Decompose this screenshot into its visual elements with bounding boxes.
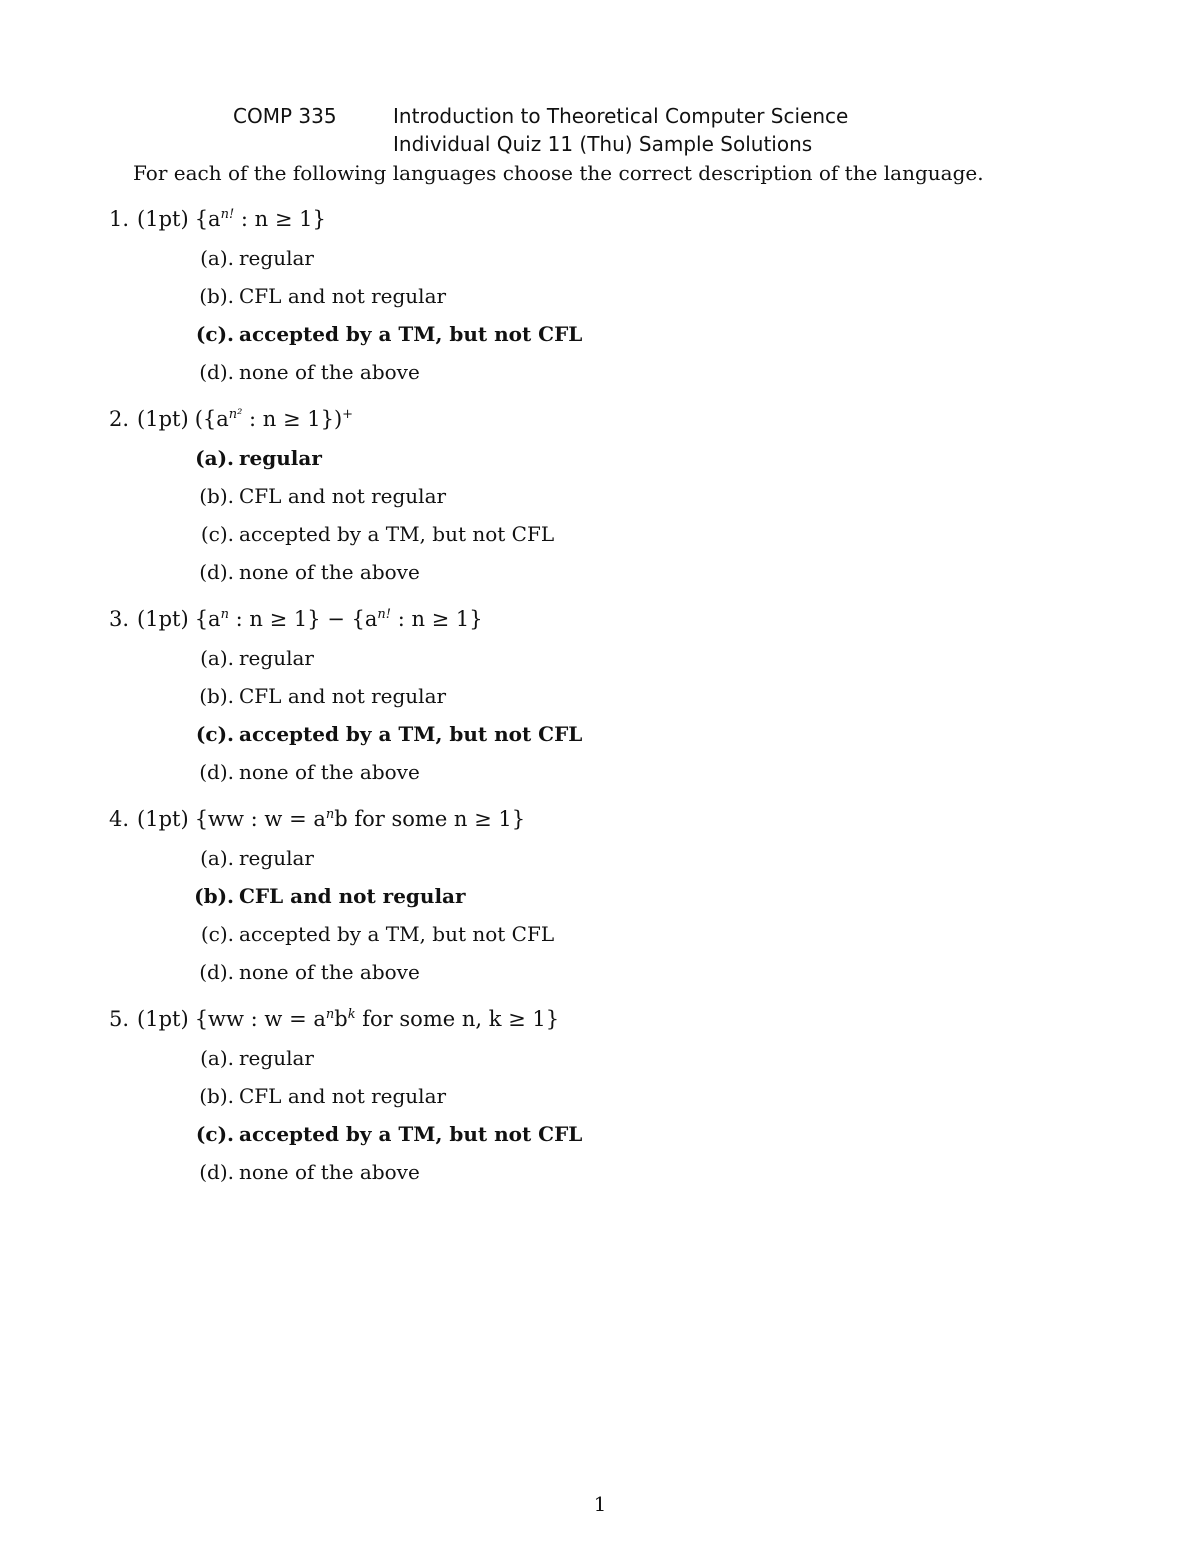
option-a: [0, 1043, 1200, 1073]
question-header: [109, 404, 353, 434]
option-label: (c).: [200, 522, 234, 546]
language-exponent: n!: [220, 207, 235, 222]
option-a-correct: [0, 443, 1200, 473]
option-b: [0, 681, 1200, 711]
option-label: (d).: [199, 1160, 234, 1184]
language-part: for some n, k ≥ 1}: [355, 1007, 560, 1031]
language-part: ({a: [194, 407, 229, 431]
question-points: (1pt): [137, 207, 189, 231]
option-label: (c).: [195, 322, 234, 346]
language-part: : n ≥ 1} − {a: [228, 607, 378, 631]
option-text: regular: [239, 246, 314, 270]
question-language: [195, 204, 326, 234]
option-text: none of the above: [239, 760, 420, 784]
language-part: b for some n ≥ 1}: [334, 807, 526, 831]
quiz-title: Individual Quiz 11 (Thu) Sample Solutions: [393, 132, 813, 156]
question-points: (1pt): [137, 407, 189, 431]
option-b-correct: [0, 881, 1200, 911]
option-label: (a).: [200, 646, 234, 670]
language-exponent: k: [347, 1007, 356, 1022]
question-header: [109, 1004, 559, 1034]
option-label: (d).: [199, 360, 234, 384]
page-number: 1: [593, 1492, 607, 1516]
option-text: none of the above: [239, 1160, 420, 1184]
option-d: [0, 1157, 1200, 1187]
language-exponent: n²: [228, 407, 243, 422]
question-number: 2.: [109, 407, 130, 431]
language-part: {ww : w = a: [194, 1007, 326, 1031]
option-label: (d).: [199, 560, 234, 584]
question-points: (1pt): [137, 807, 189, 831]
option-label: (b).: [199, 484, 234, 508]
option-label: (b).: [199, 284, 234, 308]
option-label: (d).: [199, 960, 234, 984]
option-d: [0, 957, 1200, 987]
option-label: (a).: [195, 446, 234, 470]
option-text: CFL and not regular: [239, 884, 466, 908]
language-exponent: n: [220, 607, 229, 622]
option-label: (a).: [200, 1046, 234, 1070]
question-language: [195, 804, 525, 834]
option-label: (c).: [195, 1122, 234, 1146]
option-text: none of the above: [239, 560, 420, 584]
question-language: [195, 604, 483, 634]
language-exponent: n!: [377, 607, 392, 622]
question-points: (1pt): [137, 1007, 189, 1031]
language-exponent: n: [325, 807, 335, 822]
option-d: [0, 557, 1200, 587]
option-label: (c).: [200, 922, 234, 946]
option-c: [0, 519, 1200, 549]
language-part: : n ≥ 1}: [391, 607, 483, 631]
language-part: : n ≥ 1}: [234, 207, 326, 231]
option-c-correct: [0, 319, 1200, 349]
option-text: accepted by a TM, but not CFL: [239, 722, 583, 746]
option-label: (c).: [195, 722, 234, 746]
language-exponent: n: [325, 1007, 335, 1022]
question-number: 1.: [109, 207, 130, 231]
option-b: [0, 1081, 1200, 1111]
option-b: [0, 481, 1200, 511]
question-header: [109, 204, 326, 234]
option-label: (a).: [200, 846, 234, 870]
option-label: (b).: [199, 684, 234, 708]
option-text: none of the above: [239, 960, 420, 984]
option-text: accepted by a TM, but not CFL: [239, 922, 555, 946]
question-number: 4.: [109, 807, 130, 831]
language-part: {a: [194, 207, 221, 231]
option-d: [0, 357, 1200, 387]
question-points: (1pt): [137, 607, 189, 631]
option-text: regular: [239, 846, 314, 870]
question-number: 3.: [109, 607, 130, 631]
option-c-correct: [0, 719, 1200, 749]
option-label: (b).: [199, 1084, 234, 1108]
language-part: {ww : w = a: [194, 807, 326, 831]
option-text: accepted by a TM, but not CFL: [239, 1122, 583, 1146]
course-code: COMP 335: [233, 104, 337, 128]
option-text: CFL and not regular: [239, 484, 447, 508]
option-d: [0, 757, 1200, 787]
question-language: [195, 404, 353, 434]
language-exponent: +: [342, 407, 354, 422]
option-text: regular: [239, 646, 314, 670]
option-text: regular: [239, 446, 322, 470]
instructions: For each of the following languages choose the correct description of the language.: [133, 161, 984, 185]
question-header: [109, 604, 483, 634]
option-a: [0, 843, 1200, 873]
option-c-correct: [0, 1119, 1200, 1149]
question-language: [195, 1004, 559, 1034]
language-part: b: [334, 1007, 348, 1031]
option-b: [0, 281, 1200, 311]
option-c: [0, 919, 1200, 949]
option-a: [0, 243, 1200, 273]
language-part: : n ≥ 1}): [242, 407, 343, 431]
option-text: CFL and not regular: [239, 684, 447, 708]
option-text: regular: [239, 1046, 314, 1070]
option-text: accepted by a TM, but not CFL: [239, 522, 555, 546]
question-header: [109, 804, 525, 834]
question-number: 5.: [109, 1007, 130, 1031]
language-part: {a: [194, 607, 221, 631]
option-text: CFL and not regular: [239, 1084, 447, 1108]
course-title: Introduction to Theoretical Computer Science: [393, 104, 849, 128]
option-label: (b).: [194, 884, 234, 908]
option-label: (d).: [199, 760, 234, 784]
option-text: accepted by a TM, but not CFL: [239, 322, 583, 346]
option-text: CFL and not regular: [239, 284, 447, 308]
option-a: [0, 643, 1200, 673]
option-text: none of the above: [239, 360, 420, 384]
option-label: (a).: [200, 246, 234, 270]
